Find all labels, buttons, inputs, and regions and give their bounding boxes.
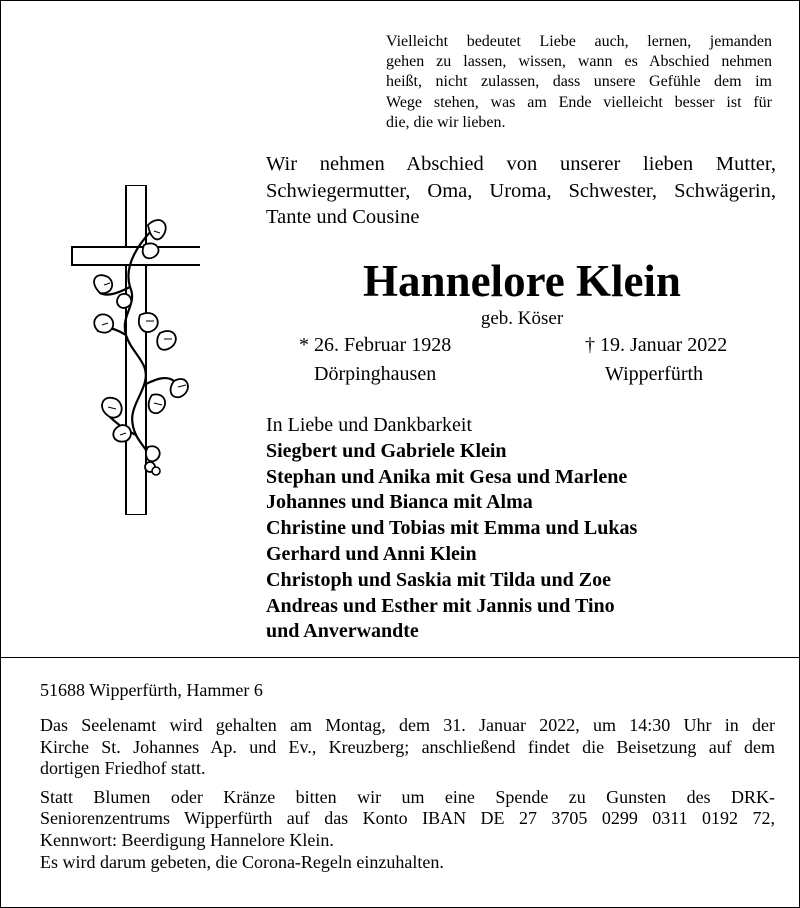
donation-line: Statt Blumen oder Kränze bitten wir um eine Spende zu Gunsten des DRK- xyxy=(40,786,775,807)
cross-with-ivy-icon xyxy=(60,185,200,515)
service-line: dortigen Friedhof statt. xyxy=(40,758,206,779)
deceased-name: Hannelore Klein xyxy=(363,256,681,306)
intro-line: Schwiegermutter, Oma, Uroma, Schwester, Schwägerin, xyxy=(266,179,776,202)
service-line: Kirche St. Johannes Ap. und Ev., Kreuzberg; anschließend findet die Beisetzung auf dem xyxy=(40,736,775,757)
poem xyxy=(386,32,772,133)
intro-line: Wir nehmen Abschied von unserer lieben Mutter, xyxy=(266,153,776,175)
poem-line: heißt, nicht zulassen, dass unsere Gefühle dem im xyxy=(386,73,772,91)
intro-line: Tante und Cousine xyxy=(266,206,420,228)
family-member: Gerhard und Anni Klein xyxy=(266,542,477,565)
poem-line: die, die wir lieben. xyxy=(386,113,506,131)
poem-line: Vielleicht bedeutet Liebe auch, lernen, jemanden xyxy=(386,33,772,50)
family-member: Siegbert und Gabriele Klein xyxy=(266,439,507,462)
family-member: Johannes und Bianca mit Alma xyxy=(266,491,533,514)
donation-line: Kennwort: Beerdigung Hannelore Klein. xyxy=(40,829,334,850)
death-place: Wipperfürth xyxy=(605,363,704,385)
section-divider xyxy=(0,657,800,658)
birth-date: * 26. Februar 1928 xyxy=(299,334,452,356)
family-member: Andreas und Esther mit Jannis und Tino xyxy=(266,594,615,617)
family-member: und Anverwandte xyxy=(266,620,419,643)
donation-line: Seniorenzentrums Wipperfürth auf das Konto IBAN DE 27 3705 0299 0311 0192 72, xyxy=(40,808,775,829)
family-signatures xyxy=(266,413,786,645)
maiden-name: geb. Köser xyxy=(480,308,564,329)
family-lead: In Liebe und Dankbarkeit xyxy=(266,414,473,436)
family-member: Christine und Tobias mit Emma und Lukas xyxy=(266,517,638,540)
service-line: Das Seelenamt wird gehalten am Montag, dem 31. Januar 2022, um 14:30 Uhr in der xyxy=(40,715,775,735)
poem-line: gehen zu lassen, wissen, wann es Abschied nehmen xyxy=(386,53,772,71)
donation-line: Es wird darum gebeten, die Corona-Regeln einzuhalten. xyxy=(40,851,444,872)
farewell-intro xyxy=(266,151,776,231)
family-member: Christoph und Saskia mit Tilda und Zoe xyxy=(266,568,611,591)
address: 51688 Wipperfürth, Hammer 6 xyxy=(40,680,263,700)
poem-line: Wege stehen, was am Ende vielleicht besser ist für xyxy=(386,93,772,111)
notices xyxy=(40,715,775,873)
birth-place: Dörpinghausen xyxy=(314,363,437,385)
family-member: Stephan und Anika mit Gesa und Marlene xyxy=(266,465,628,488)
death-date: † 19. Januar 2022 xyxy=(585,334,728,356)
